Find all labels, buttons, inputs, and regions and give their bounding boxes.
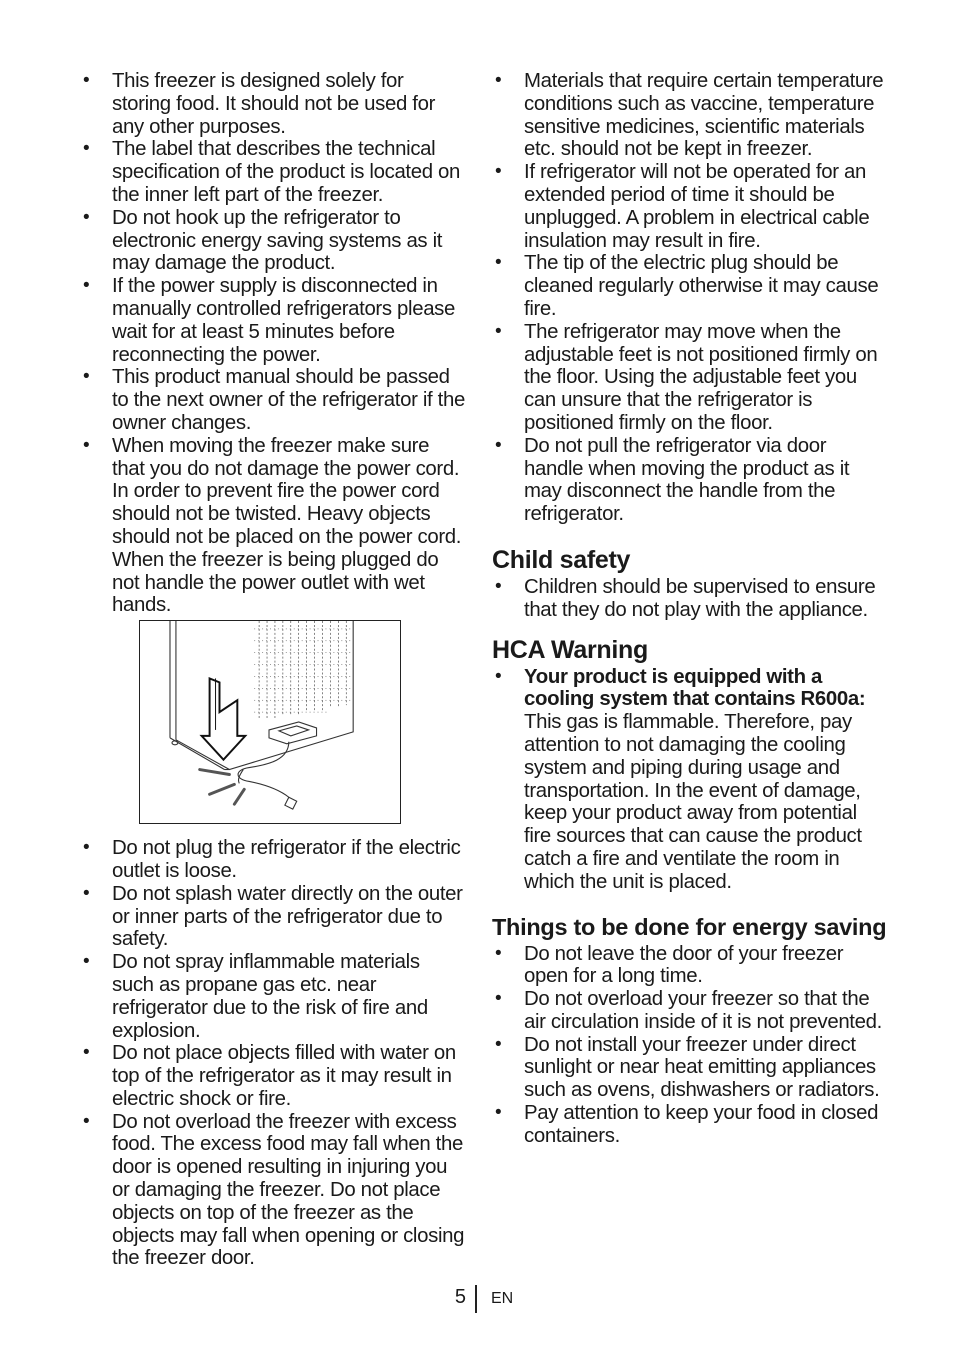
left-bullet-list-top	[80, 70, 466, 617]
child-safety-list	[492, 576, 887, 622]
page-number: 5	[454, 1286, 466, 1308]
list-item: • Children should be supervised to ensure that they do not play with the appliance.	[492, 576, 887, 622]
footer-divider	[475, 1285, 477, 1313]
list-item: • Materials that require certain temperature conditions such as vaccine, temperature sensitive medicines, scientific materials etc. should not be kept in freezer.	[492, 70, 887, 161]
hca-warning-list	[492, 666, 887, 894]
energy-saving-heading: Things to be done for energy saving	[492, 913, 887, 940]
language-code: EN	[491, 1290, 514, 1307]
right-column	[492, 70, 887, 1148]
left-bullet-list-bottom	[80, 837, 466, 1270]
hca-warning-heading: HCA Warning	[492, 635, 648, 664]
list-item: • Pay attention to keep your food in closed containers.	[492, 1102, 887, 1148]
page-footer	[0, 1284, 954, 1316]
list-item: • This freezer is designed solely for storing food. It should not be used for any other purposes.	[80, 70, 466, 138]
list-item	[492, 666, 887, 894]
hca-warning-lead: • Your product is equipped with a cooling system that contains R600a:	[524, 665, 866, 711]
energy-saving-list	[492, 943, 887, 1148]
list-item: • Do not overload the freezer with excess food. The excess food may fall when the door is opened resulting in injuring you or damaging the freezer. Do not place objects on top of the freezer as the objects may fall when opening or closing the freezer door.	[80, 1111, 466, 1271]
list-item: • If refrigerator will not be operated for an extended period of time it should be unplugged. A problem in electrical cable insulation may result in fire.	[492, 161, 887, 252]
child-safety-heading: Child safety	[492, 545, 631, 574]
list-item: • The refrigerator may move when the adjustable feet is not positioned firmly on the floor. Using the adjustable feet you can unsure that the refrigerator is positioned firmly on the floor.	[492, 321, 887, 435]
hca-warning-body: This gas is flammable. Therefore, pay attention to not damaging the cooling system and piping during usage and transportation. In the event of damage, keep your product away from potential fire sources that can cause the product catch a fire and ventilate the room in which the unit is placed.	[524, 711, 862, 893]
list-item: • Do not spray inflammable materials such as propane gas etc. near refrigerator due to the risk of fire and explosion.	[80, 951, 466, 1042]
right-bullet-list-top	[492, 70, 887, 526]
list-item: • This product manual should be passed to the next owner of the refrigerator if the owner changes.	[80, 366, 466, 434]
list-item: • The tip of the electric plug should be cleaned regularly otherwise it may cause fire.	[492, 252, 887, 320]
left-column	[80, 70, 466, 1270]
list-item: • Do not plug the refrigerator if the electric outlet is loose.	[80, 837, 466, 883]
list-item: • Do not pull the refrigerator via door handle when moving the product as it may disconnect the handle from the refrigerator.	[492, 435, 887, 526]
list-item: • Do not leave the door of your freezer open for a long time.	[492, 943, 887, 989]
list-item: • The label that describes the technical specification of the product is located on the inner left part of the freezer.	[80, 138, 466, 206]
list-item: • Do not install your freezer under direct sunlight or near heat emitting appliances such as ovens, dishwashers or radiators.	[492, 1034, 887, 1102]
list-item: • Do not place objects filled with water on top of the refrigerator as it may result in electric shock or fire.	[80, 1042, 466, 1110]
power-plug-warning-illustration	[139, 620, 401, 824]
list-item: • When moving the freezer make sure that you do not damage the power cord. In order to prevent fire the power cord should not be twisted. Heavy objects should not be placed on the power cord. When the freezer is being plugged do not handle the power outlet with wet hands.	[80, 435, 466, 617]
list-item: • Do not splash water directly on the outer or inner parts of the refrigerator due to safety.	[80, 883, 466, 951]
list-item: • Do not hook up the refrigerator to electronic energy saving systems as it may damage the product.	[80, 207, 466, 275]
list-item: • Do not overload your freezer so that the air circulation inside of it is not prevented.	[492, 988, 887, 1034]
plug-illustration-icon	[140, 621, 400, 823]
list-item: • If the power supply is disconnected in manually controlled refrigerators please wait for at least 5 minutes before reconnecting the power.	[80, 275, 466, 366]
